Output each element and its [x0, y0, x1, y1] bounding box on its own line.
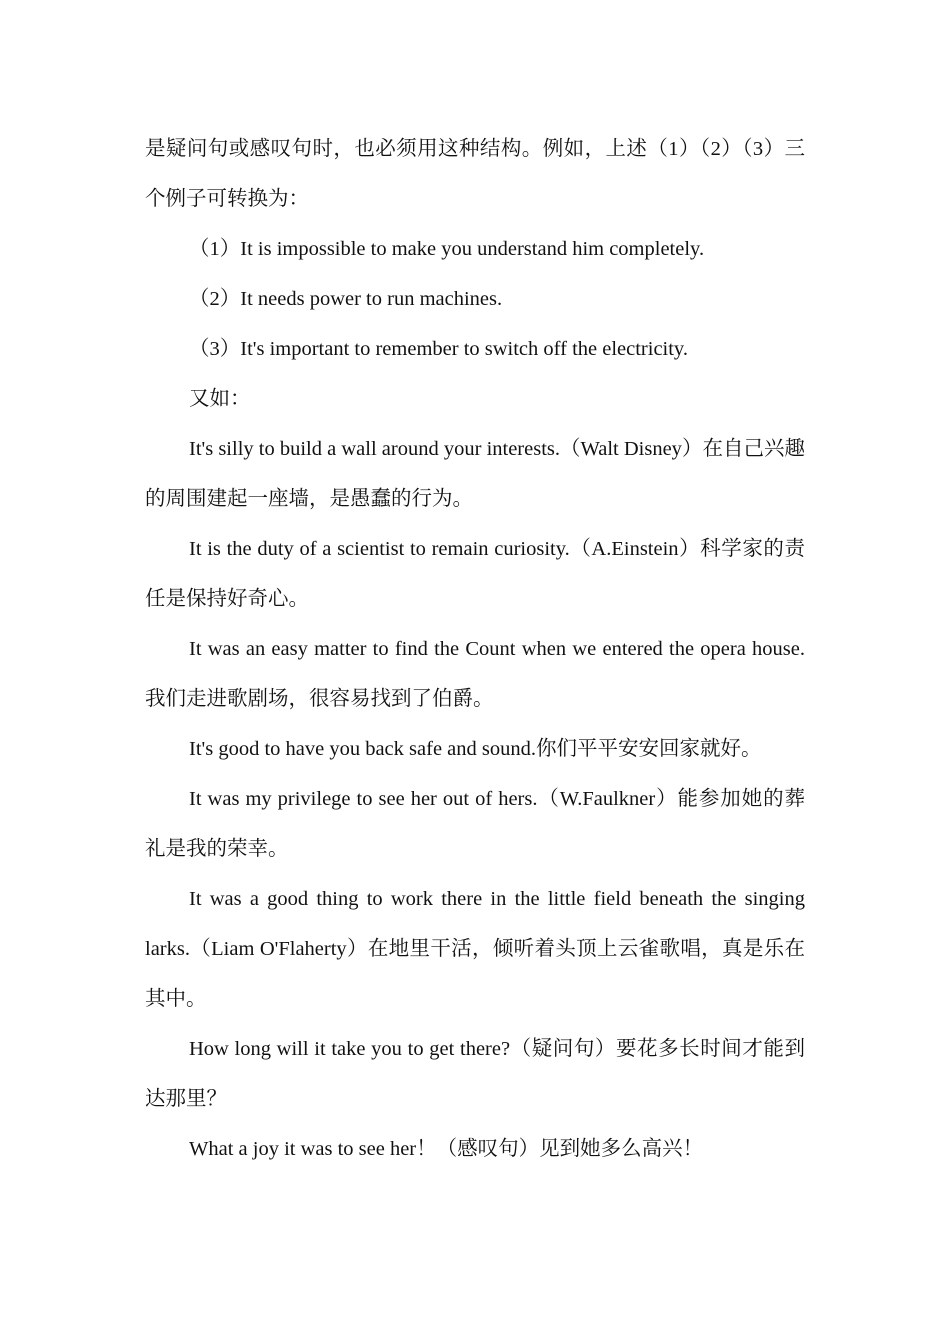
paragraph-continuation: 是疑问句或感叹句时，也必须用这种结构。例如，上述（1）（2）（3）三个例子可转换为：	[145, 138, 805, 210]
example-question: How long will it take you to get there?（疑问句）要花多长时间才能到达那里？	[145, 1038, 805, 1110]
example-2: （2）It needs power to run machines.	[189, 288, 503, 310]
quote-einstein: It is the duty of a scientist to remain curiosity.（A.Einstein）科学家的责任是保持好奇心。	[145, 538, 805, 610]
example-exclamation: What a joy it was to see her！（感叹句）见到她多么高兴！	[189, 1138, 704, 1160]
example-safe-and-sound: It's good to have you back safe and sound.你们平平安安回家就好。	[189, 738, 762, 760]
example-3: （3）It's important to remember to switch off the electricity.	[189, 338, 688, 360]
also-heading: 又如：	[189, 388, 251, 410]
quote-walt-disney: It's silly to build a wall around your interests.（Walt Disney）在自己兴趣的周围建起一座墙，是愚蠢的行为。	[145, 438, 805, 510]
example-opera-house: It was an easy matter to find the Count when we entered the opera house.我们走进歌剧场，很容易找到了伯爵。	[145, 638, 805, 710]
document-body	[145, 124, 805, 1174]
quote-faulkner: It was my privilege to see her out of hers.（W.Faulkner）能参加她的葬礼是我的荣幸。	[145, 788, 805, 860]
example-1: （1）It is impossible to make you understand him completely.	[189, 238, 705, 260]
quote-oflaherty: It was a good thing to work there in the little field beneath the singing larks.（Liam O'Flaherty）在地里干活，倾听着头顶上云雀歌唱，真是乐在其中。	[145, 888, 805, 1010]
